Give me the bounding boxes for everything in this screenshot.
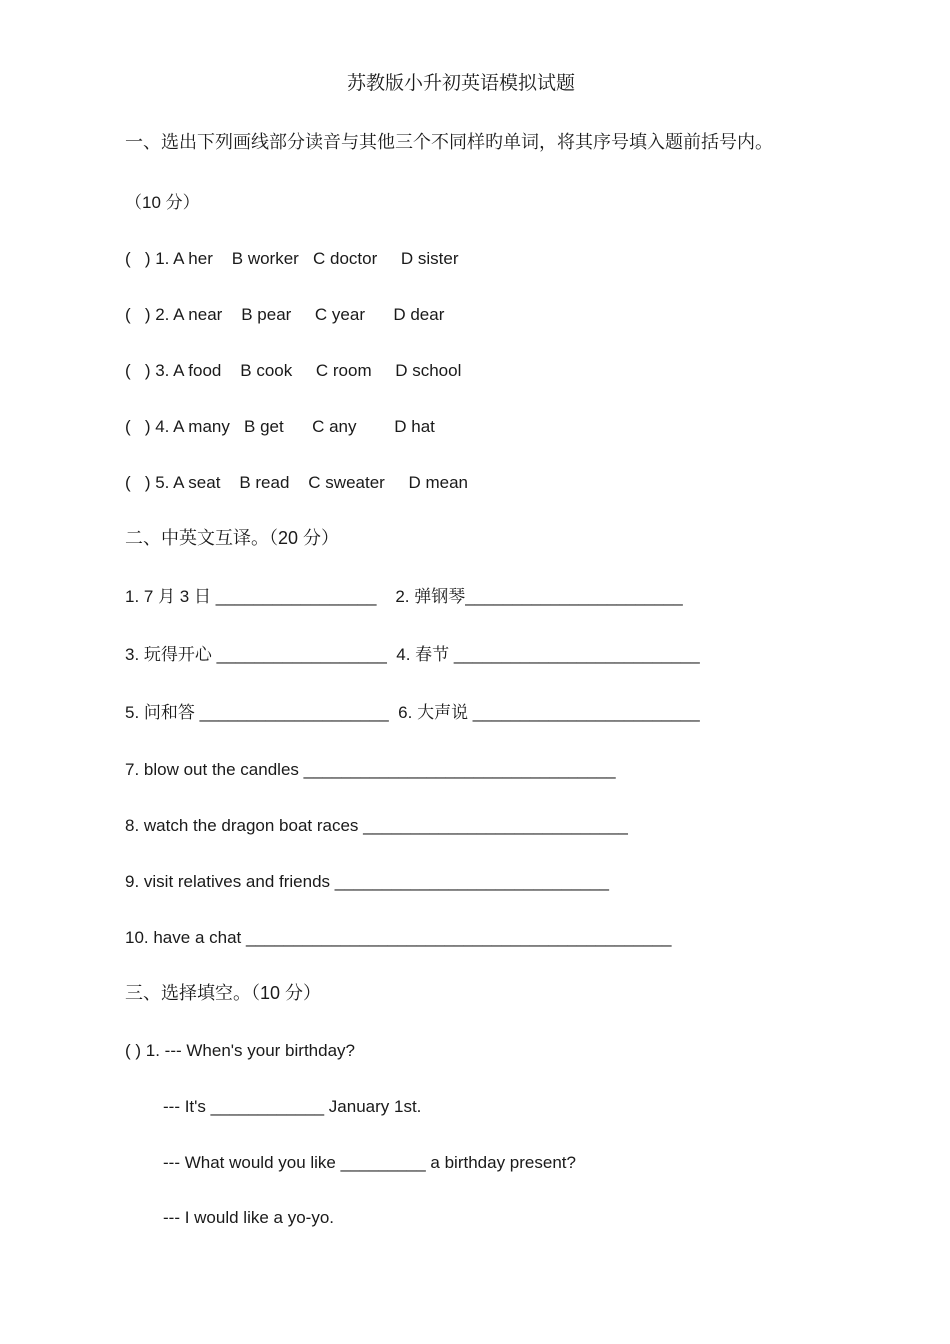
- question-item: ( ) 1. A her B worker C doctor D sister: [125, 249, 459, 268]
- section1-heading: 一、选出下列画线部分读音与其他三个不同样旳单词，将其序号填入题前括号内。: [125, 132, 773, 152]
- section1-score: （10 分）: [125, 193, 200, 212]
- page-title: 苏教版小升初英语模拟试题: [347, 73, 576, 94]
- section3-heading: 三、选择填空。（10 分）: [125, 983, 322, 1003]
- translation-item: 3. 玩得开心 __________________ 4. 春节 __________________________: [125, 645, 700, 664]
- question-item: ( ) 5. A seat B read C sweater D mean: [125, 473, 468, 492]
- question-item: ( ) 3. A food B cook C room D school: [125, 361, 462, 380]
- translation-item: 5. 问和答 ____________________ 6. 大声说 ________________________: [125, 703, 700, 722]
- question-item: ( ) 4. A many B get C any D hat: [125, 417, 435, 436]
- dialogue-line: --- I would like a yo-yo.: [163, 1208, 334, 1227]
- dialogue-line: --- It's ____________ January 1st.: [163, 1097, 422, 1116]
- translation-item: 9. visit relatives and friends _____________________________: [125, 872, 609, 891]
- translation-item: 1. 7 月 3 日 _________________ 2. 弹钢琴_______________________: [125, 587, 683, 606]
- translation-item: 8. watch the dragon boat races ____________________________: [125, 816, 628, 835]
- section2-heading: 二、中英文互译。（20 分）: [125, 528, 340, 548]
- question-item: ( ) 2. A near B pear C year D dear: [125, 305, 445, 324]
- dialogue-line: ( ) 1. --- When's your birthday?: [125, 1041, 355, 1060]
- translation-item: 7. blow out the candles _________________________________: [125, 760, 616, 779]
- translation-item: 10. have a chat _____________________________________________: [125, 928, 672, 947]
- dialogue-line: --- What would you like _________ a birthday present?: [163, 1153, 576, 1172]
